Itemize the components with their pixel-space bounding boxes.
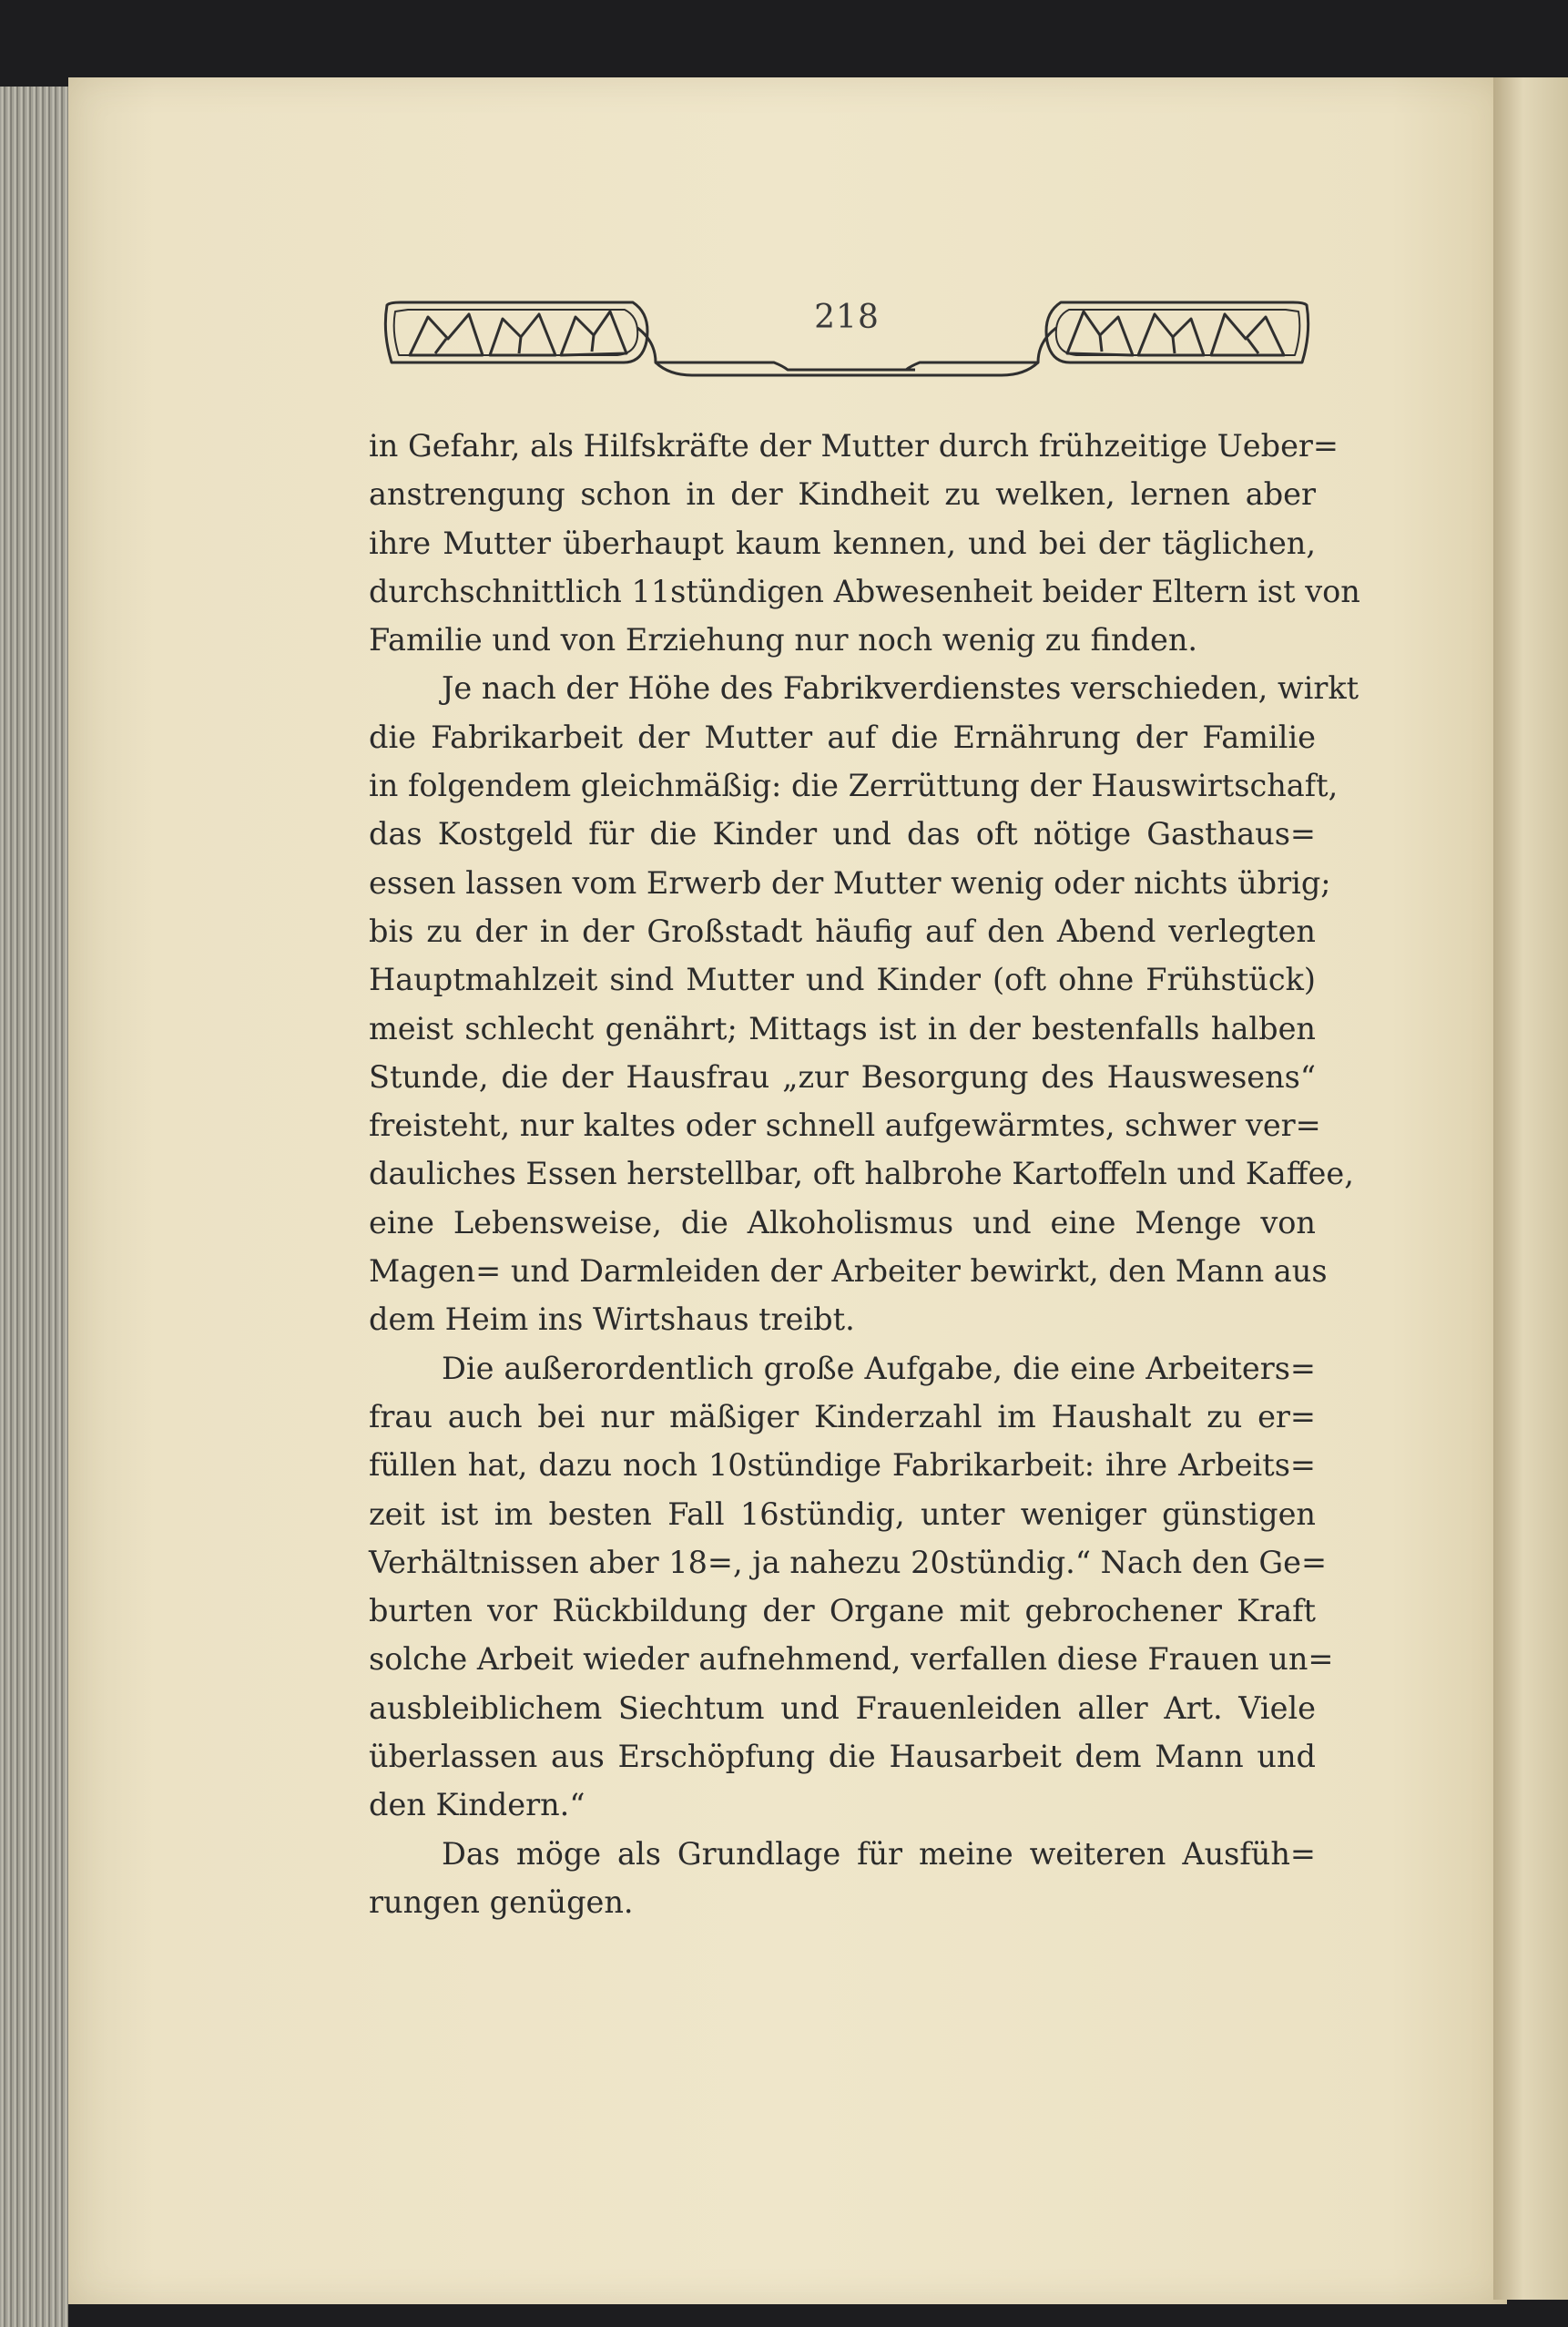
text-line: Die außerordentlich große Aufgabe, die eine Arbeiters= [442,1350,1316,1386]
text-line: freisteht, nur kaltes oder schnell aufgewärmtes, schwer ver= [369,1107,1321,1144]
text-line: Hauptmahlzeit sind Mutter und Kinder (oft ohne Frühstück) [369,962,1316,998]
text-line: ausbleiblichem Siechtum und Frauenleiden aller Art. Viele [369,1689,1316,1726]
text-line: Verhältnissen aber 18=, ja nahezu 20stündig.“ Nach den Ge= [369,1544,1328,1580]
text-line: in Gefahr, als Hilfskräfte der Mutter durch frühzeitige Ueber= [369,428,1339,464]
text-line: in folgendem gleichmäßig: die Zerrüttung der Hauswirtschaft, [369,768,1339,804]
text-line: Je nach der Höhe des Fabrikverdienstes verschieden, wirkt [442,670,1359,707]
text-line: die Fabrikarbeit der Mutter auf die Ernährung der Familie [369,719,1316,755]
text-line: meist schlecht genährt; Mittags ist in der bestenfalls halben [369,1010,1316,1046]
text-line: den Kindern.“ [369,1787,585,1823]
text-line: dauliches Essen herstellbar, oft halbrohe Kartoffeln und Kaffee, [369,1156,1354,1192]
text-line: eine Lebensweise, die Alkoholismus und eine Menge von [369,1204,1316,1240]
text-line: das Kostgeld für die Kinder und das oft nötige Gasthaus= [369,816,1316,852]
body-text [369,422,1360,1926]
text-line: zeit ist im besten Fall 16stündig, unter weniger günstigen [369,1495,1316,1532]
text-line: dem Heim ins Wirtshaus treibt. [369,1301,855,1338]
text-line: ihre Mutter überhaupt kaum kennen, und bei der täglichen, [369,525,1316,561]
text-line: durchschnittlich 11stündigen Abwesenheit beider Eltern ist von [369,573,1360,609]
text-line: füllen hat, dazu noch 10stündige Fabrikarbeit: ihre Arbeits= [369,1447,1316,1484]
text-line: solche Arbeit wieder aufnehmend, verfallen diese Frauen un= [369,1641,1334,1678]
text-line: Familie und von Erziehung nur noch wenig zu finden. [369,622,1198,658]
text-line: rungen genügen. [369,1883,634,1920]
text-line: burten vor Rückbildung der Organe mit gebrochener Kraft [369,1593,1316,1629]
text-line: Das möge als Grundlage für meine weiteren Ausfüh= [442,1835,1316,1872]
left-page-edges [0,87,68,2327]
text-line: frau auch bei nur mäßiger Kinderzahl im Haushalt zu er= [369,1398,1316,1434]
right-page-edge [1493,77,1568,2300]
text-line: Magen= und Darmleiden der Arbeiter bewirkt, den Mann aus [369,1253,1328,1290]
text-line: überlassen aus Erschöpfung die Hausarbeit dem Mann und [369,1739,1316,1775]
text-line: essen lassen vom Erwerb der Mutter wenig oder nichts übrig; [369,864,1331,901]
text-line: bis zu der in der Großstadt häufig auf den Abend verlegten [369,913,1316,949]
text-line: Stunde, die der Hausfrau „zur Besorgung des Hauswesens“ [369,1058,1316,1095]
page-header [382,291,1311,383]
page-number: 218 [814,299,880,336]
text-line: anstrengung schon in der Kindheit zu welken, lernen aber [369,476,1316,513]
